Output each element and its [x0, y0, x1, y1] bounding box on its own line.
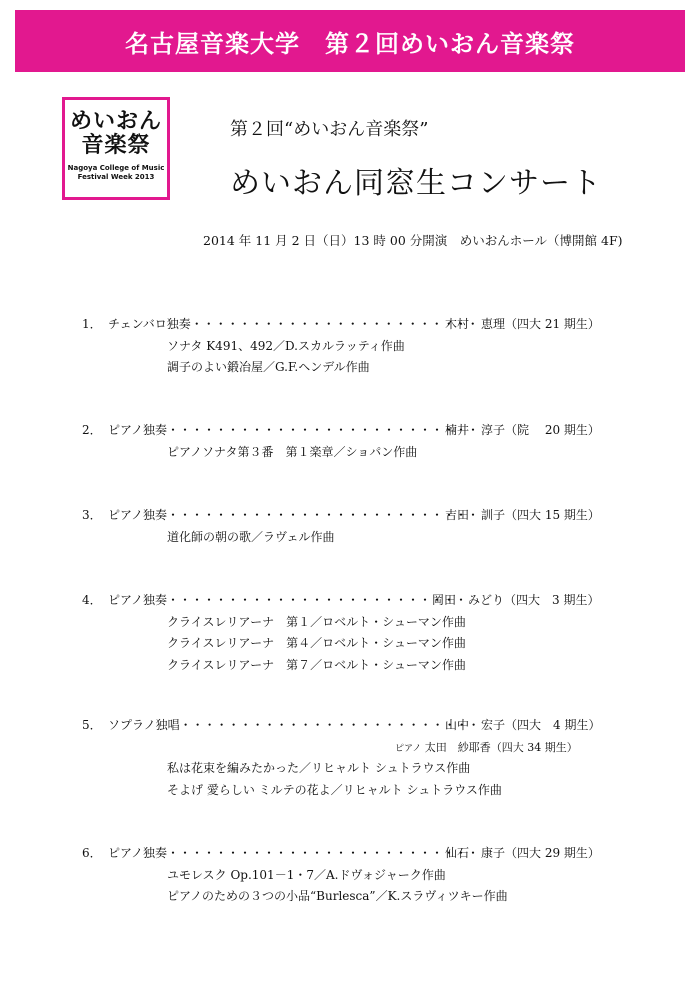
item-category: チェンバロ独奏・・・・・・・・・・・・・・・・・・・・・・・・ [108, 317, 479, 331]
program-item-2 [70, 420, 630, 463]
banner-title: 名古屋音楽大学 第２回めいおん音楽祭 [125, 29, 575, 58]
program-piece: ピアノのための３つの小品“Burlesca”／K.スラヴィツキー作曲 [167, 889, 508, 903]
item-category: ピアノ独奏・・・・・・・・・・・・・・・・・・・・・・・・・・ [108, 846, 480, 860]
accompanist-name: 太田 紗耶香（四大 34 期生） [424, 740, 578, 754]
item-number: 1． [82, 317, 102, 331]
item-performer: 岡田 みどり（四大 3 期生） [432, 593, 600, 607]
program-row [70, 505, 630, 527]
program-piece: 調子のよい鍛冶屋／G.F.ヘンデル作曲 [167, 360, 370, 374]
logo-caption [65, 164, 167, 182]
program-piece: 私は花束を編みたかった／リヒャルト シュトラウス作曲 [167, 761, 471, 775]
program-item-4 [70, 590, 630, 676]
event-info: 2014 年 11 月 2 日（日）13 時 00 分開演 めいおんホール（博開館 4F) [203, 233, 623, 248]
program-piece: ピアノソナタ第３番 第１楽章／ショパン作曲 [167, 444, 418, 459]
item-performer: 仙石 康子（四大 29 期生） [445, 846, 600, 860]
program-row [70, 420, 630, 442]
item-category: ピアノ独奏・・・・・・・・・・・・・・・・・・・・・・・・・・ [108, 508, 480, 522]
event-subtitle: 第２回“めいおん音楽祭” [230, 119, 429, 140]
item-number: 4． [82, 593, 102, 607]
accompanist-row [70, 737, 630, 759]
item-performer: 楠井 淳子（院 20 期生） [445, 423, 600, 437]
program-piece: クライスレリアーナ 第４／ロベルト・シューマン作曲 [167, 636, 466, 650]
item-category: ピアノ独奏・・・・・・・・・・・・・・・・・・・・・・・・・・ [108, 423, 480, 437]
header-banner [15, 10, 685, 72]
logo-line-4: Festival Week 2013 [77, 173, 155, 181]
program-item-3 [70, 505, 630, 548]
program-item-5 [70, 715, 630, 801]
program-piece: 道化師の朝の歌／ラヴェル作曲 [167, 529, 335, 544]
item-performer: 木村 恵理（四大 21 期生） [445, 317, 600, 331]
logo-wordmark [65, 110, 167, 158]
festival-logo [62, 97, 170, 200]
program-piece: ソナタ K491、492／D.スカルラッティ作曲 [167, 338, 405, 353]
logo-line-2: 音楽祭 [81, 133, 151, 158]
program-row [70, 715, 630, 737]
item-category: ピアノ独奏・・・・・・・・・・・・・・・・・・・・・・・・・ [108, 593, 468, 607]
item-number: 6． [82, 846, 102, 860]
program-item-1 [70, 314, 630, 379]
program-piece: ユモレスク Op.101－1・7／A.ドヴォジャーク作曲 [167, 867, 446, 882]
logo-line-1: めいおん [69, 109, 162, 134]
program-piece: そよげ 愛らしい ミルテの花よ／リヒャルト シュトラウス作曲 [167, 782, 502, 797]
item-number: 2． [82, 423, 102, 437]
program-row [70, 314, 630, 336]
item-performer: 吉田 訓子（四大 15 期生） [445, 508, 600, 522]
program-row [70, 590, 630, 612]
program-row [70, 843, 630, 865]
program-item-6 [70, 843, 630, 908]
program-piece: クライスレリアーナ 第７／ロベルト・シューマン作曲 [167, 657, 466, 672]
logo-line-3: Nagoya College of Music [67, 164, 165, 172]
item-category: ソプラノ独唱・・・・・・・・・・・・・・・・・・・・・・・・・ [108, 718, 480, 732]
accompanist-role: ピアノ [395, 743, 422, 754]
program-piece: クライスレリアーナ 第１／ロベルト・シューマン作曲 [167, 614, 466, 629]
item-number: 3． [82, 508, 102, 522]
item-number: 5． [82, 718, 102, 732]
concert-title: めいおん同窓生コンサート [230, 166, 602, 201]
item-performer: 山中 宏子（四大 4 期生） [445, 718, 601, 732]
